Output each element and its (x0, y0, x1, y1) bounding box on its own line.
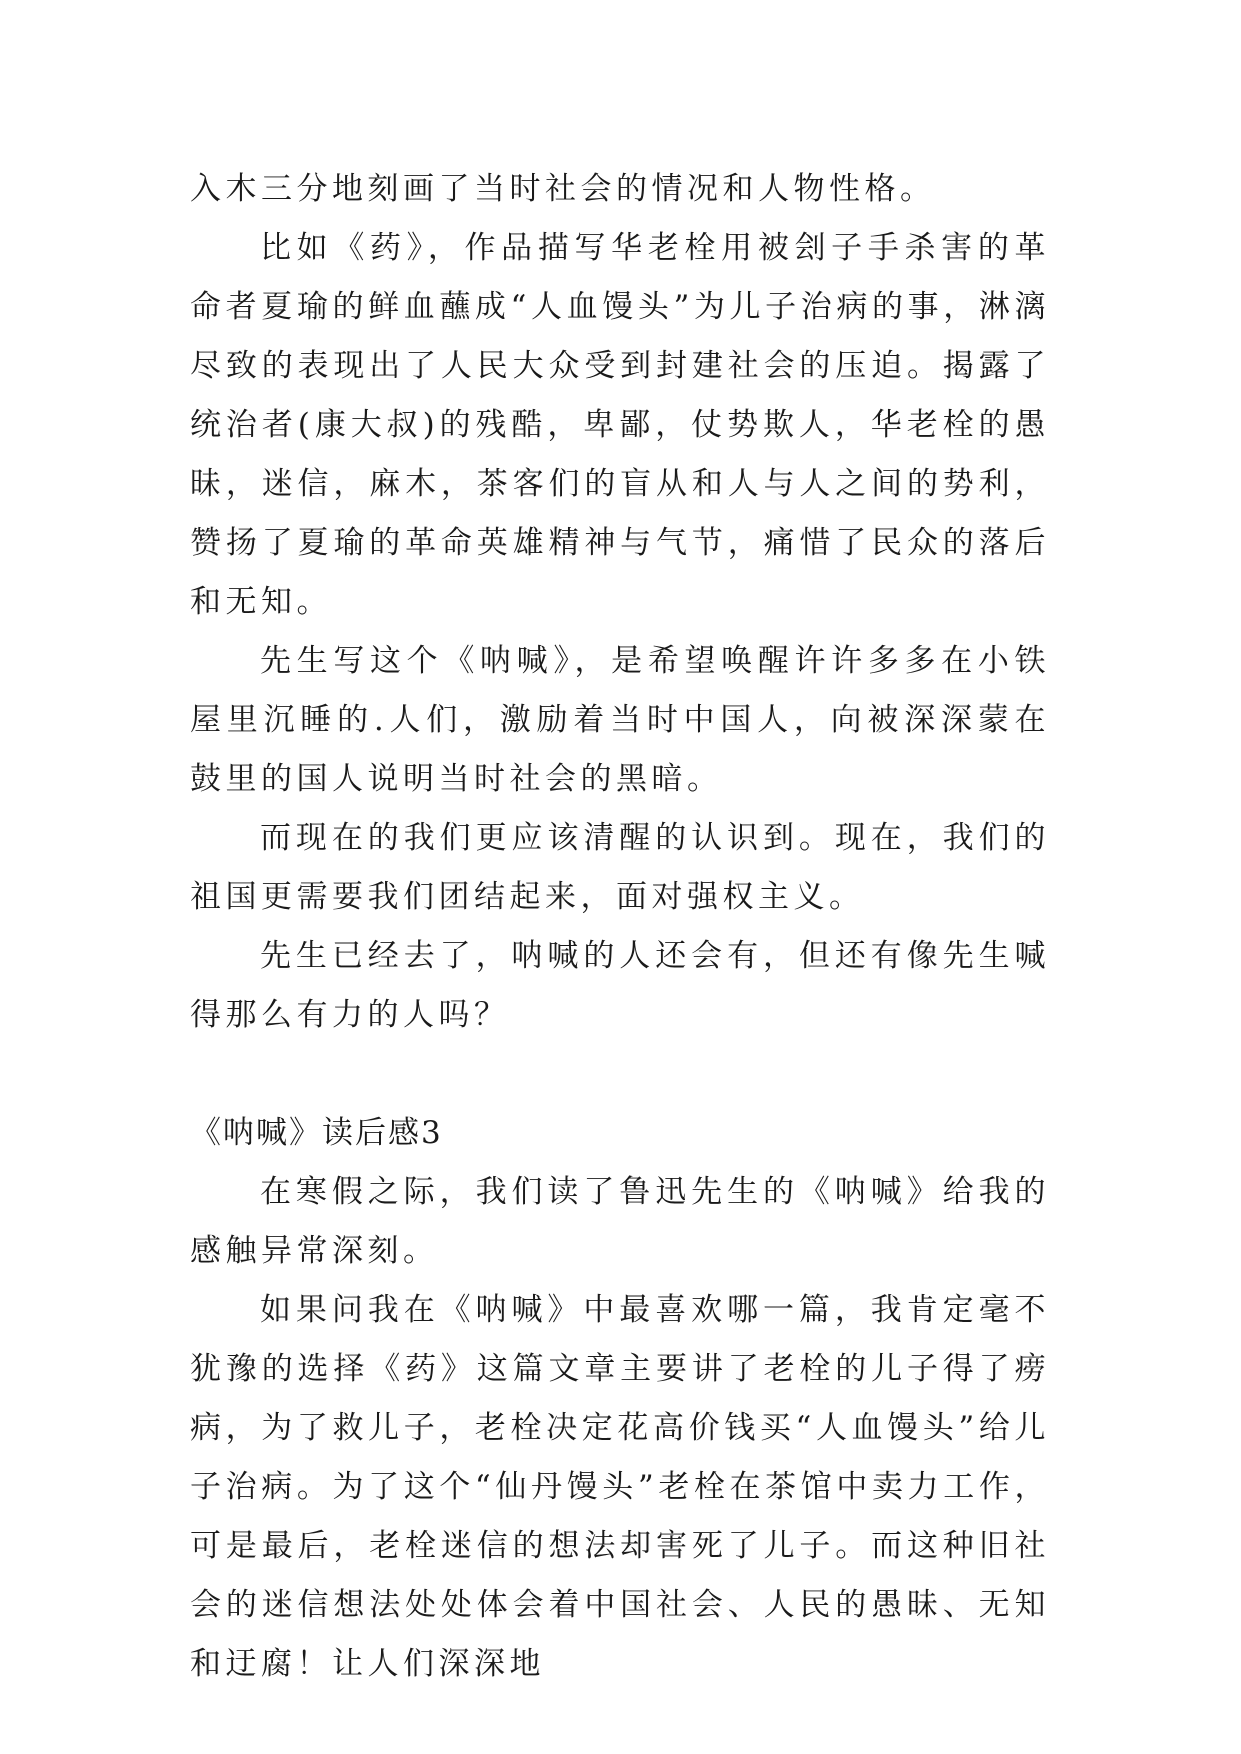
document-body (190, 160, 1050, 1694)
paragraph-continuation: 入木三分地刻画了当时社会的情况和人物性格。 (190, 171, 936, 207)
section-title: 《呐喊》读后感3 (190, 1115, 443, 1151)
paragraph-favorite-story: 如果问我在《呐喊》中最喜欢哪一篇，我肯定毫不犹豫的选择《药》这篇文章主要讲了老栓的儿子得了痨病，为了救儿子，老栓决定花高价钱买“人血馒头”给儿子治病。为了这个“仙丹馒头”老栓在茶馆中卖力工作，可是最后，老栓迷信的想法却害死了儿子。而这种旧社会的迷信想法处处体会着中国社会、人民的愚昧、无知和迂腐！让人们深深地 (190, 1292, 1050, 1682)
paragraph-winter-break: 在寒假之际，我们读了鲁迅先生的《呐喊》给我的感触异常深刻。 (190, 1174, 1050, 1269)
paragraph-closing-question: 先生已经去了，呐喊的人还会有，但还有像先生喊得那么有力的人吗？ (190, 938, 1050, 1033)
paragraph-nahan-purpose: 先生写这个《呐喊》，是希望唤醒许许多多在小铁屋里沉睡的.人们，激励着当时中国人，向被深深蒙在鼓里的国人说明当时社会的黑暗。 (190, 643, 1050, 797)
paragraph-present-day: 而现在的我们更应该清醒的认识到。现在，我们的祖国更需要我们团结起来，面对强权主义。 (190, 820, 1050, 915)
paragraph-yao-analysis: 比如《药》，作品描写华老栓用被刽子手杀害的革命者夏瑜的鲜血蘸成“人血馒头”为儿子治病的事，淋漓尽致的表现出了人民大众受到封建社会的压迫。揭露了统治者(康大叔)的残酷，卑鄙，仗势欺人，华老栓的愚昧，迷信，麻木，茶客们的盲从和人与人之间的势利，赞扬了夏瑜的革命英雄精神与气节，痛惜了民众的落后和无知。 (190, 230, 1050, 620)
section-spacer (190, 1045, 1050, 1104)
